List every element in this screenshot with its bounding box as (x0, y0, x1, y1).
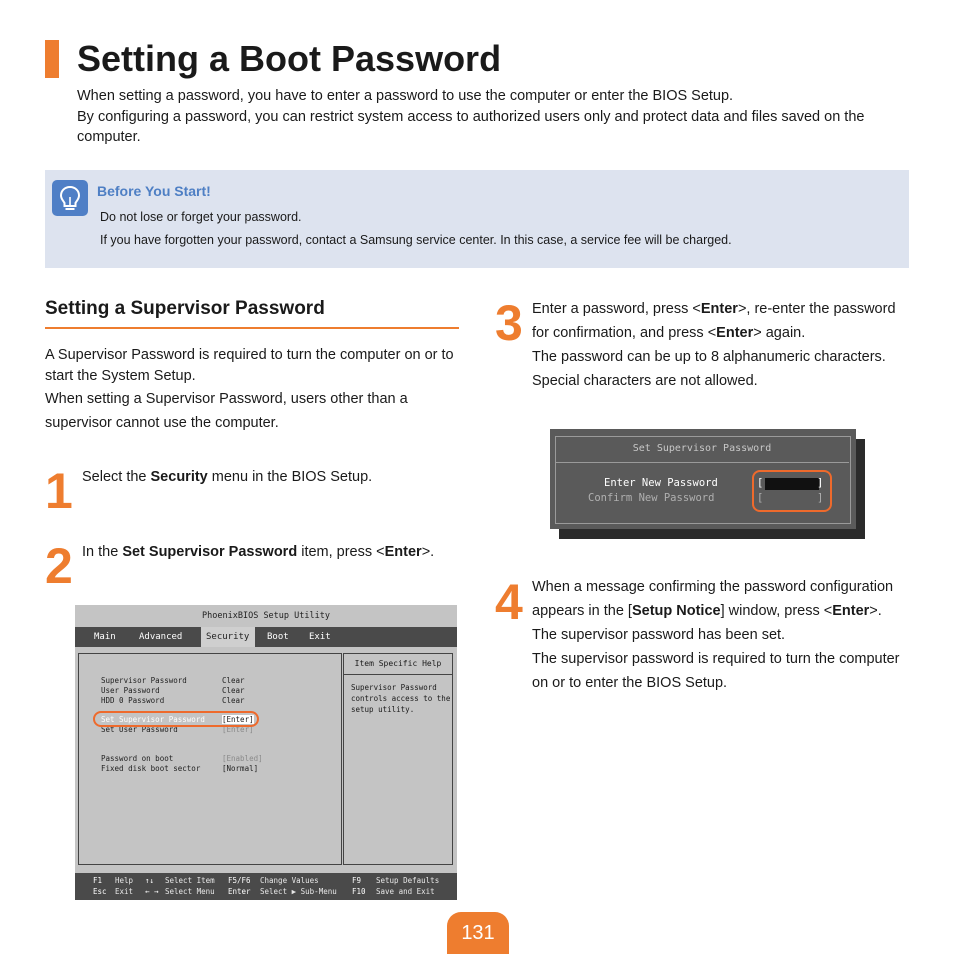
key-exit: Exit (115, 887, 134, 896)
bios-menu-security[interactable]: Security (201, 627, 255, 647)
bios-row-label: HDD 0 Password (101, 696, 165, 705)
step-4-para-2: The supervisor password has been set. (532, 627, 786, 643)
key-f10: F10 (352, 887, 366, 896)
section-para-1: A Supervisor Password is required to turn the computer on or to start the System Setup. (45, 347, 454, 384)
before-you-start-note (45, 170, 909, 268)
step-2-text (82, 540, 452, 564)
dialog-title: Set Supervisor Password (555, 436, 849, 463)
bios-footer (75, 873, 457, 900)
page-number: 131 (447, 912, 509, 954)
bios-row-value: [Normal] (222, 764, 259, 773)
step-2-post: item, press < (297, 544, 385, 560)
confirm-bracket-left: [ (757, 492, 764, 504)
new-bracket-right: ] (817, 477, 824, 489)
step-1-number: 1 (45, 463, 73, 519)
key-arrows-ud: ↑↓ (145, 876, 155, 885)
key-esc: Esc (93, 887, 107, 896)
step-3-para-2: The password can be up to 8 alphanumeric characters. Special characters are not allowed. (532, 349, 886, 389)
bios-row-value: Clear (222, 676, 245, 685)
bios-row-value: Clear (222, 696, 245, 705)
step-3-d: Enter (716, 325, 754, 341)
bios-row-value[interactable]: [Enter] (222, 715, 254, 724)
step-2-number: 2 (45, 538, 73, 594)
note-title: Before You Start! (97, 183, 211, 199)
step-3-b: Enter (700, 301, 738, 317)
bios-help-panel (343, 653, 453, 865)
key-select-menu: Select Menu (165, 887, 215, 896)
confirm-password-label: Confirm New Password (588, 492, 715, 504)
bios-row-value: Clear (222, 686, 245, 695)
step-4-c: ] window, press < (720, 603, 833, 619)
section-para-2: When setting a Supervisor Password, users other than a supervisor cannot use the computer. (45, 391, 408, 431)
bios-row-label: Supervisor Password (101, 676, 187, 685)
section-heading: Setting a Supervisor Password (45, 298, 459, 329)
key-f5f6: F5/F6 (228, 876, 251, 885)
step-4-text (532, 575, 912, 695)
step-4-para-3: The supervisor password is required to turn the computer on or to enter the BIOS Setup. (532, 651, 900, 691)
step-1-post: menu in the BIOS Setup. (207, 469, 373, 485)
step-1-text (82, 465, 457, 489)
step-3-a: Enter a password, press < (532, 301, 701, 317)
step-1-bold: Security (150, 469, 208, 485)
step-2-pre: In the (82, 544, 123, 560)
bios-row-set-supervisor[interactable]: Set Supervisor Password (101, 715, 205, 724)
step-3-para-1 (532, 297, 912, 345)
step-3-c: >, re-enter the password for confirmation, and press < (532, 301, 896, 341)
step-4-para-1 (532, 575, 912, 623)
title-accent-bar (45, 40, 59, 78)
key-setup-defaults: Setup Defaults (376, 876, 440, 885)
step-4-a: When a message confirming the password configuration appears in the [ (532, 579, 894, 619)
note-line-2: If you have forgotten your password, contact a Samsung service center. In this case, a service fee will be charged. (100, 233, 732, 247)
bios-menu-exit[interactable]: Exit (309, 632, 331, 642)
key-f1: F1 (93, 876, 103, 885)
intro-line-2: By configuring a password, you can restrict system access to authorized users only and protect data and files saved on the computer. (77, 108, 865, 145)
step-3-number: 3 (495, 295, 523, 351)
new-bracket-left: [ (757, 477, 764, 489)
set-supervisor-password-dialog (550, 429, 856, 529)
bios-row-label: Password on boot (101, 754, 174, 763)
bios-row-value: [Enabled] (222, 754, 263, 763)
bios-help-text: Supervisor Password controls access to the setup utility. (351, 683, 451, 714)
bios-menu-main[interactable]: Main (94, 632, 116, 642)
section-paragraph (45, 345, 455, 435)
key-select-item: Select Item (165, 876, 215, 885)
lightbulb-icon (52, 180, 88, 216)
step-2-post2: >. (421, 544, 435, 560)
bios-row-label: User Password (101, 686, 160, 695)
bios-screenshot (75, 605, 457, 900)
step-2-bold2: Enter (384, 544, 422, 560)
bios-menubar (75, 627, 457, 647)
bios-menu-boot[interactable]: Boot (267, 632, 289, 642)
step-4-b: Setup Notice (631, 603, 721, 619)
page-title: Setting a Boot Password (77, 38, 502, 79)
step-1-pre: Select the (82, 469, 151, 485)
bios-menu-advanced[interactable]: Advanced (139, 632, 183, 642)
key-save-exit: Save and Exit (376, 887, 435, 896)
note-line-1: Do not lose or forget your password. (100, 210, 302, 224)
highlight-outline (752, 470, 832, 512)
bios-main-panel (78, 653, 342, 865)
step-3-e: > again. (753, 325, 806, 341)
key-f9: F9 (352, 876, 362, 885)
bios-title: PhoenixBIOS Setup Utility (202, 611, 330, 621)
step-4-e: >. (869, 603, 882, 619)
step-4-d: Enter (832, 603, 870, 619)
intro-text (77, 86, 907, 148)
key-help: Help (115, 876, 134, 885)
key-change-values: Change Values (260, 876, 319, 885)
intro-line-1: When setting a password, you have to enter a password to use the computer or enter the BIOS Setup. (77, 88, 734, 104)
confirm-bracket-right: ] (817, 492, 824, 504)
key-select-submenu: Select ▶ Sub-Menu (260, 887, 337, 896)
key-enter: Enter (228, 887, 251, 896)
step-3-text (532, 297, 912, 393)
bios-help-title: Item Specific Help (344, 654, 452, 675)
key-arrows-lr: ← → (145, 887, 159, 896)
step-2-bold: Set Supervisor Password (122, 544, 298, 560)
highlight-outline (93, 711, 259, 727)
new-password-label: Enter New Password (604, 477, 718, 489)
bios-row-value: [Enter] (222, 725, 254, 734)
bios-row-label: Fixed disk boot sector (101, 764, 201, 773)
bios-row-label: Set User Password (101, 725, 178, 734)
step-4-number: 4 (495, 574, 523, 630)
